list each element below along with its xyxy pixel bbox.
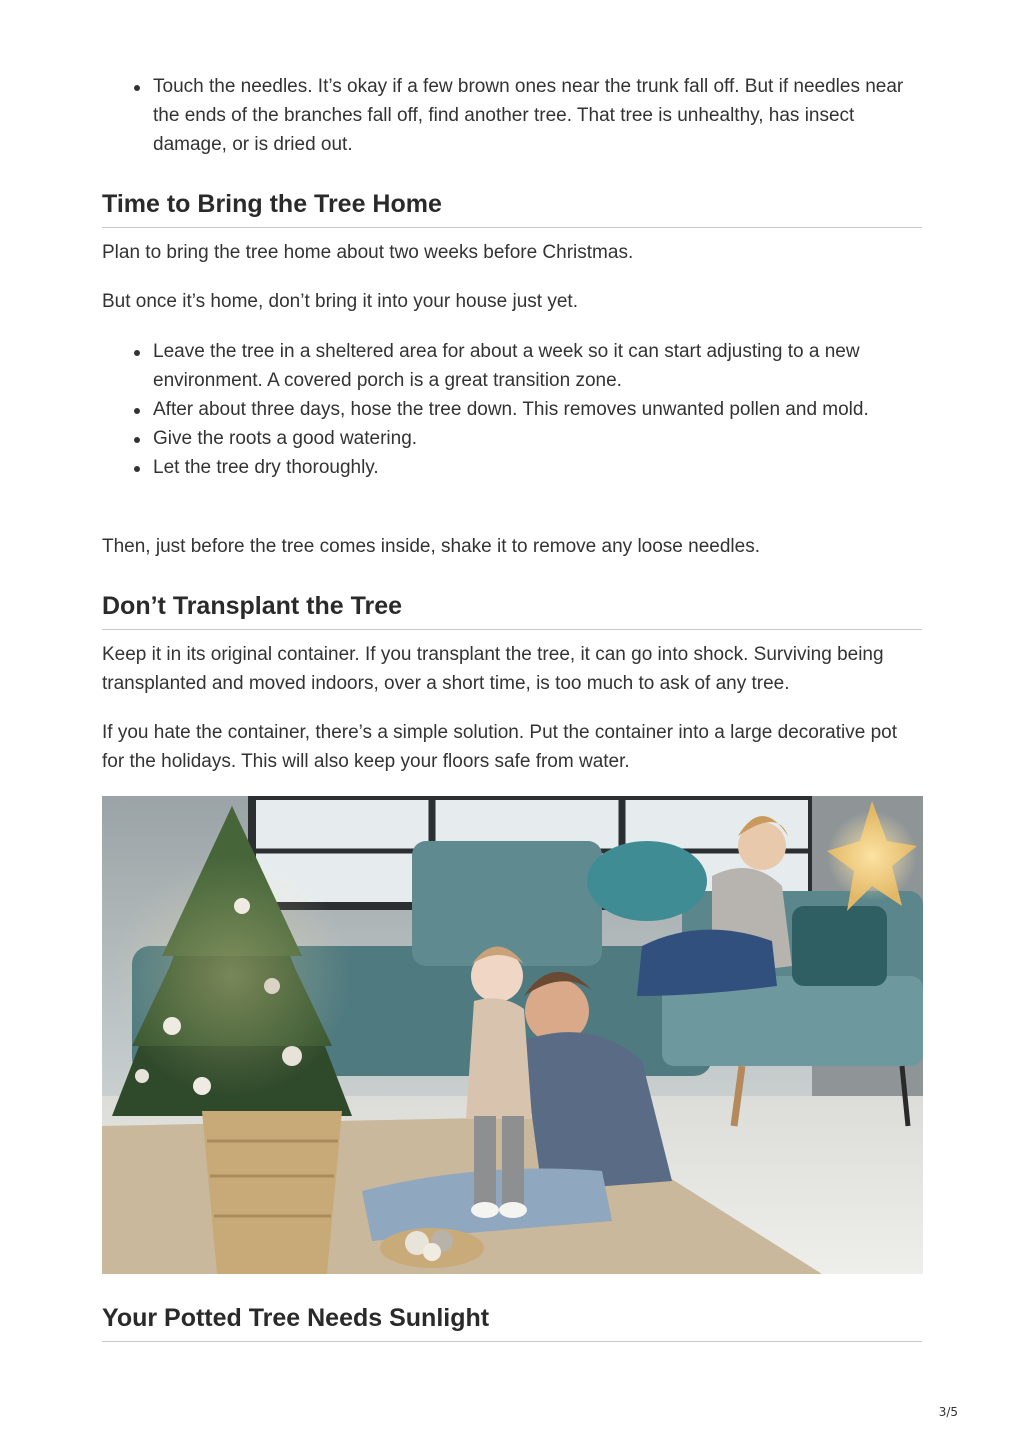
paragraph: If you hate the container, there’s a simple solution. Put the container into a large decorative pot for the holidays. This will also keep your floors safe from water. bbox=[102, 722, 897, 772]
paragraph: Keep it in its original container. If you transplant the tree, it can go into shock. Surviving being transplanted and moved indoors, over a short time, is too much to ask of any tree. bbox=[102, 644, 884, 694]
paragraph: But once it’s home, don’t bring it into your house just yet. bbox=[102, 291, 578, 312]
list-item: Give the roots a good watering. bbox=[102, 424, 922, 453]
paragraph: Plan to bring the tree home about two weeks before Christmas. bbox=[102, 242, 634, 263]
section-heading-bring-home: Time to Bring the Tree Home bbox=[102, 188, 922, 228]
family-christmas-tree-photo bbox=[102, 796, 923, 1274]
list-item: Let the tree dry thoroughly. bbox=[102, 453, 922, 482]
section-heading-sunlight: Your Potted Tree Needs Sunlight bbox=[102, 1302, 922, 1342]
list-item: After about three days, hose the tree down. This removes unwanted pollen and mold. bbox=[102, 395, 922, 424]
page-number: 3/5 bbox=[938, 1405, 958, 1419]
list-item: Leave the tree in a sheltered area for about a week so it can start adjusting to a new environment. A covered porch is a great transition zone. bbox=[102, 337, 922, 395]
bring-home-bullet-list bbox=[102, 337, 922, 482]
list-item: Touch the needles. It’s okay if a few brown ones near the trunk fall off. But if needles near the ends of the branches fall off, find another tree. That tree is unhealthy, has insect damage, or is dried out. bbox=[102, 72, 922, 159]
intro-bullet-list bbox=[102, 72, 922, 159]
paragraph: Then, just before the tree comes inside, shake it to remove any loose needles. bbox=[102, 536, 760, 557]
section-heading-dont-transplant: Don’t Transplant the Tree bbox=[102, 590, 922, 630]
